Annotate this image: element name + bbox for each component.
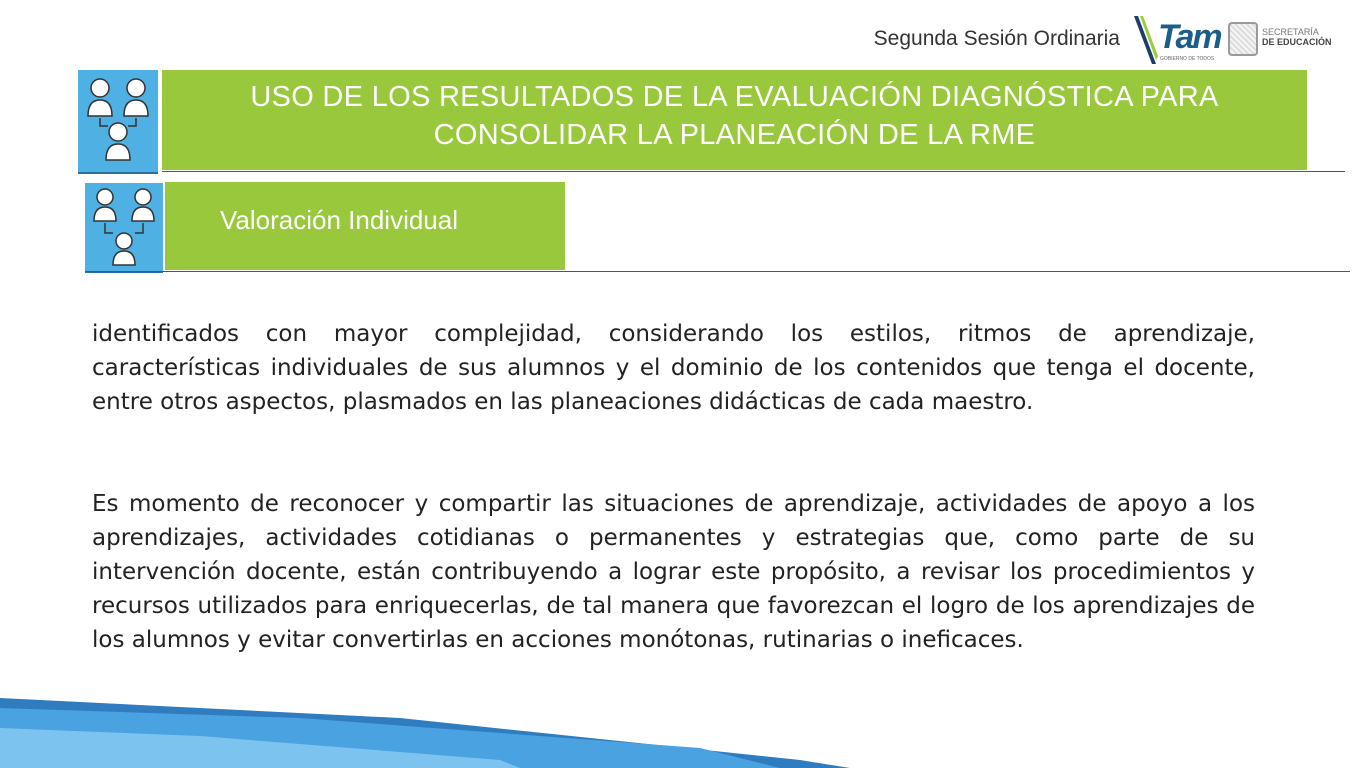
people-network-icon xyxy=(85,183,163,273)
title-line1: USO DE LOS RESULTADOS DE LA EVALUACIÓN DIAGNÓSTICA PARA xyxy=(250,81,1219,113)
title-divider xyxy=(162,171,1345,172)
secretaria-logo xyxy=(1262,27,1332,47)
paragraph-1: identificados con mayor complejidad, considerando los estilos, ritmos de aprendizaje, características individuales de sus alumnos y el dominio de los contenidos que tenga el docente, entre otros aspectos, plasmados en las planeaciones didácticas de cada maestro. xyxy=(92,321,1255,415)
state-seal-icon xyxy=(1228,22,1258,56)
session-title: Segunda Sesión Ordinaria xyxy=(873,27,1120,50)
secretaria-line2: DE EDUCACIÓN xyxy=(1262,37,1332,47)
main-title-banner xyxy=(162,70,1307,170)
secretaria-line1: SECRETARÍA xyxy=(1262,27,1319,37)
logo-slash-icon xyxy=(1130,14,1160,66)
subtitle-banner: Valoración Individual xyxy=(165,182,565,270)
subtitle-divider xyxy=(85,271,1350,272)
people-group-icon xyxy=(78,70,158,174)
tam-logo-subtext: GOBIERNO DE TODOS xyxy=(1160,56,1215,62)
paragraph-2: Es momento de reconocer y compartir las situaciones de aprendizaje, actividades de apoyo a los aprendizajes, actividades cotidianas o permanentes y estrategias que, como parte de su intervención docente, están contribuyendo a lograr este propósito, a revisar los procedimientos y recursos utilizados para enriquecerlas, de tal manera que favorezcan el logro de los aprendizajes de los alumnos y evitar convertirlas en acciones monótonas, rutinarias o ineficaces. xyxy=(92,491,1255,653)
footer-decoration xyxy=(0,698,1365,768)
title-line2: CONSOLIDAR LA PLANEACIÓN DE LA RME xyxy=(433,119,1036,151)
tam-logo: Tam xyxy=(1158,18,1221,56)
